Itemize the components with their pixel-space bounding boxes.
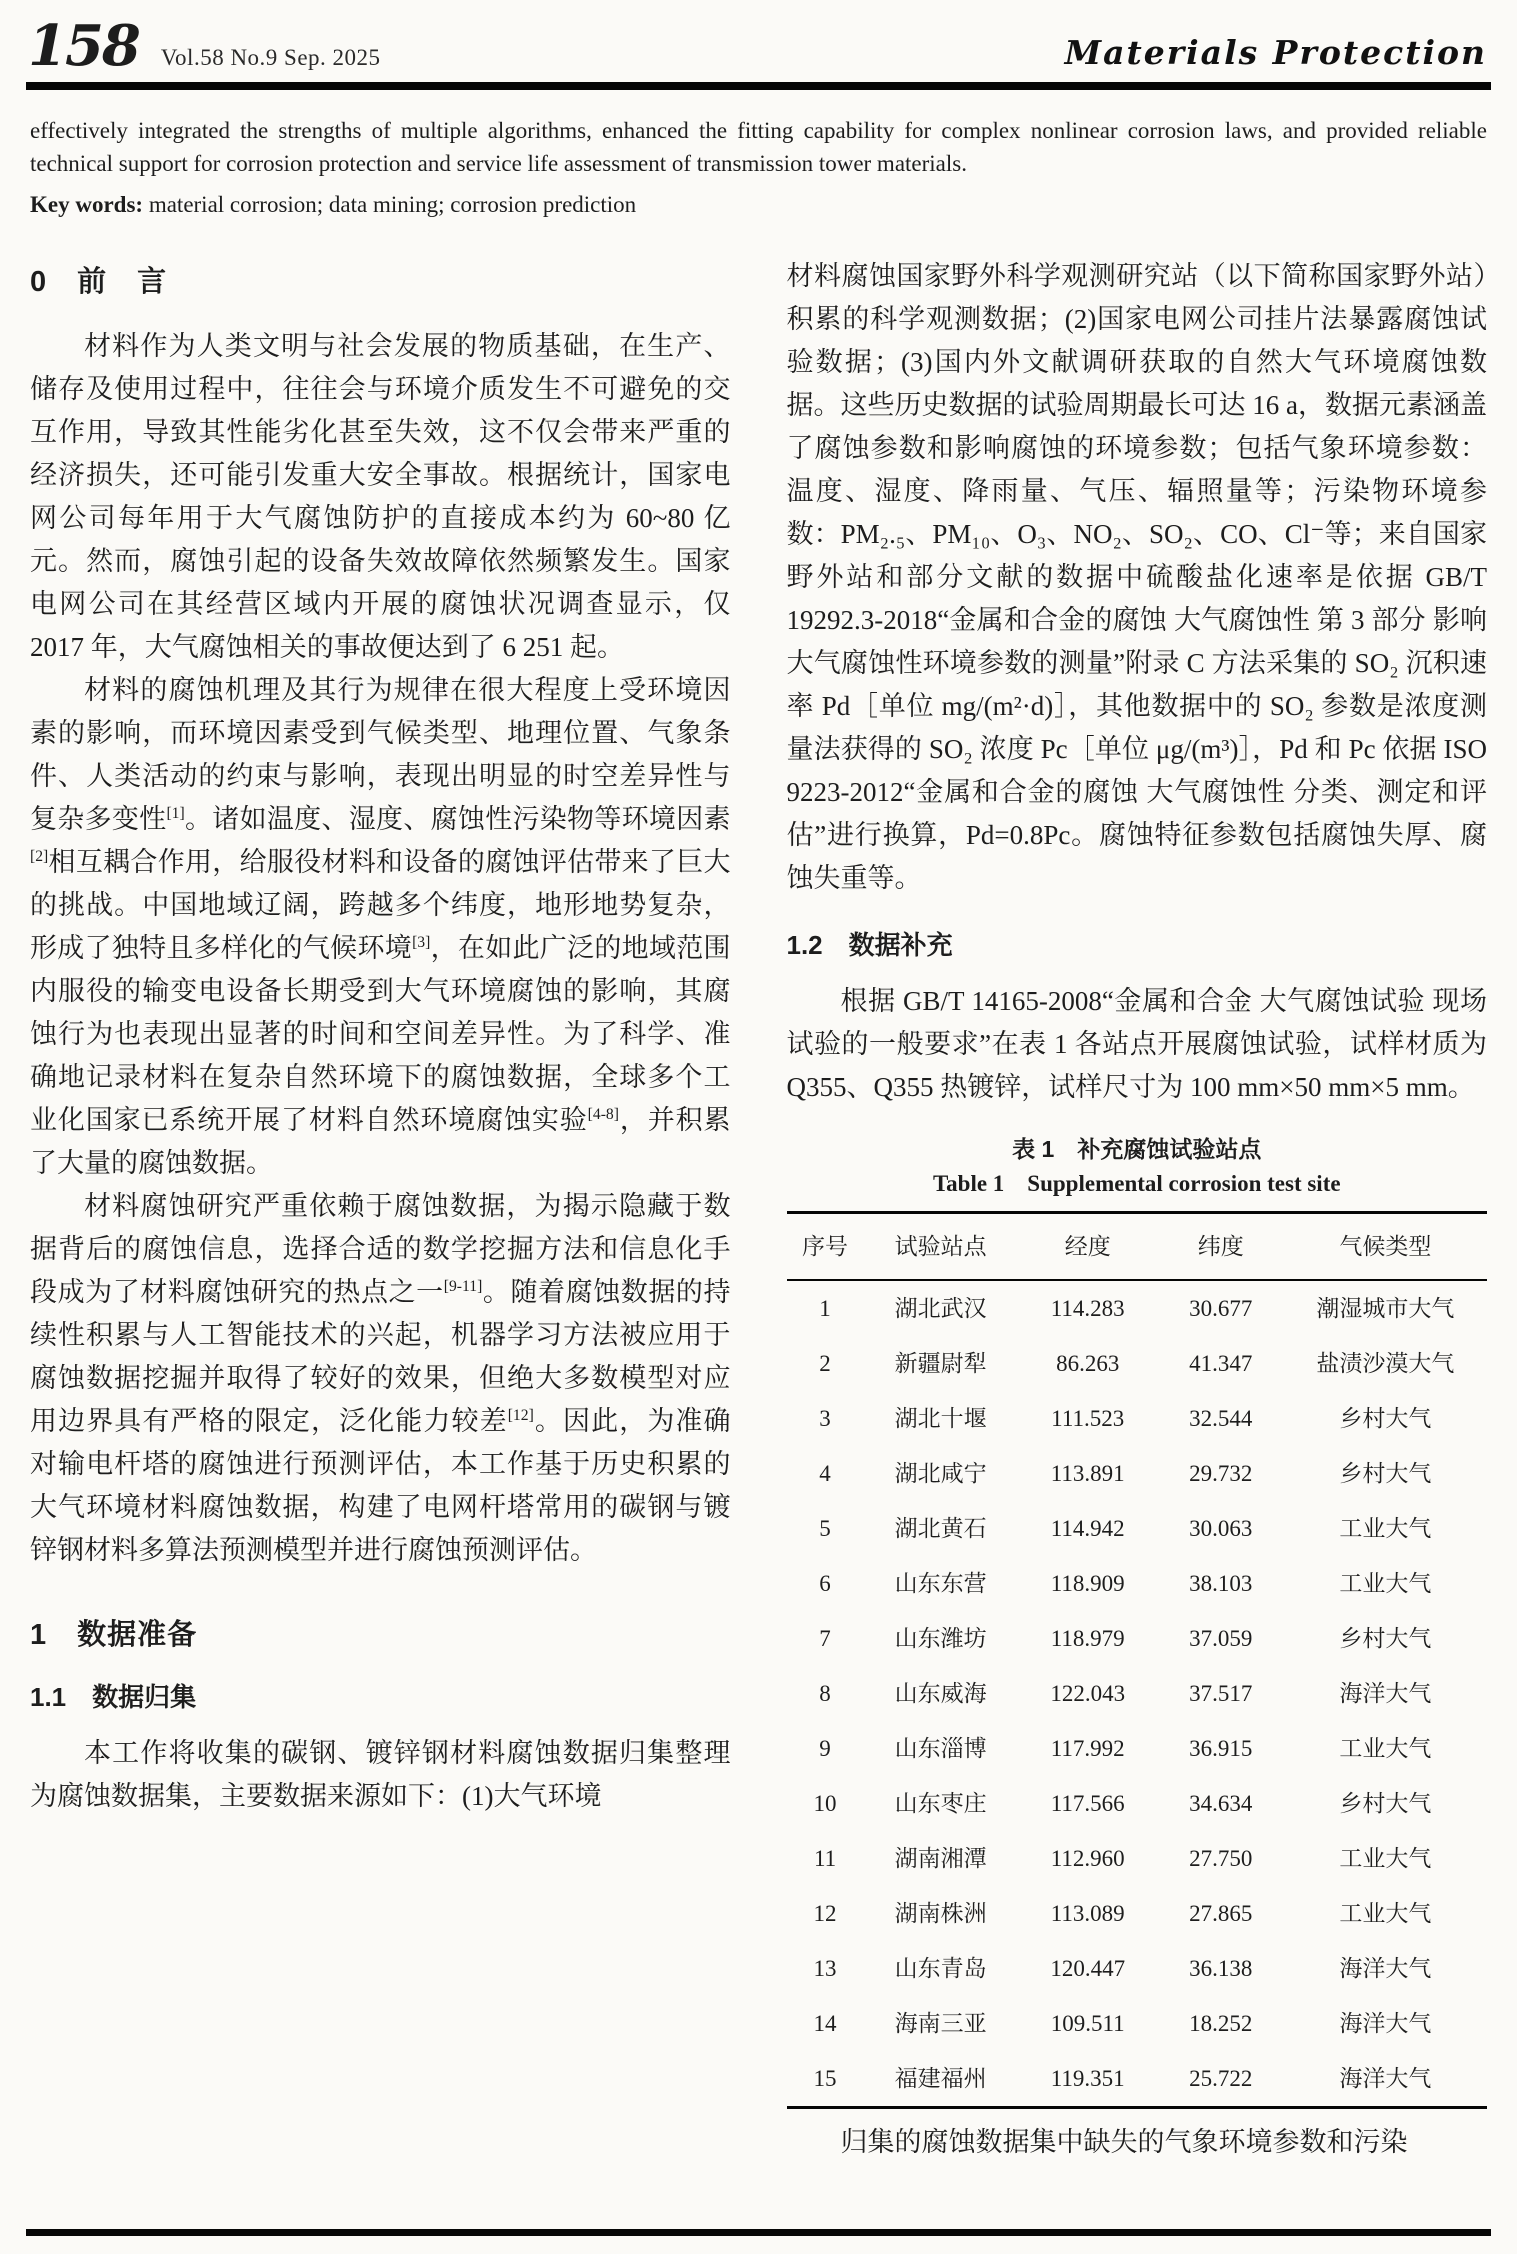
- table-cell: 6: [819, 1571, 831, 1596]
- table-cell: 37.517: [1189, 1681, 1253, 1706]
- section-1-2-heading: 1.2 数据补充: [786, 930, 953, 960]
- paragraph-data-collection: 本工作将收集的碳钢、镀锌钢材料腐蚀数据归集整理为腐蚀数据集，主要数据来源如下：(1)大气环境: [30, 1738, 731, 1811]
- keywords-line: [30, 188, 1487, 221]
- table-cell: 11: [813, 1846, 837, 1871]
- table-column-header: 气候类型: [1339, 1233, 1432, 1259]
- table-cell: 30.677: [1189, 1296, 1253, 1321]
- table-column-header: 序号: [802, 1233, 849, 1259]
- table-cell: 113.891: [1050, 1461, 1125, 1486]
- table-cell: 27.865: [1189, 1901, 1253, 1926]
- table-cell: 117.992: [1050, 1736, 1125, 1761]
- table-cell: 18.252: [1189, 2011, 1253, 2036]
- table-cell: 117.566: [1050, 1791, 1125, 1816]
- table-cell: 海南三亚: [894, 2011, 987, 2036]
- table-row: [787, 1831, 1488, 1886]
- section-1-1-heading: 1.1 数据归集: [30, 1682, 197, 1712]
- table-cell: 25.722: [1189, 2066, 1253, 2091]
- table-caption-zh: 表 1 补充腐蚀试验站点: [1012, 1136, 1262, 1162]
- table-cell: 新疆尉犁: [894, 1351, 987, 1376]
- table-header-row: [787, 1213, 1488, 1281]
- table-cell: 2: [819, 1351, 831, 1376]
- table-cell: 114.942: [1050, 1516, 1125, 1541]
- table-cell: 41.347: [1189, 1351, 1253, 1376]
- table-cell: 湖北黄石: [894, 1516, 987, 1541]
- table-cell: 15: [813, 2066, 837, 2091]
- table-cell: 湖北十堰: [894, 1406, 987, 1431]
- journal-header: [26, 13, 1491, 79]
- table-cell: 湖北咸宁: [894, 1461, 987, 1486]
- table-cell: 119.351: [1050, 2066, 1125, 2091]
- table-cell: 乡村大气: [1339, 1461, 1432, 1486]
- table-cell: 工业大气: [1339, 1901, 1432, 1926]
- table-cell: 14: [813, 2011, 837, 2036]
- issue-info: Vol.58 No.9 Sep. 2025: [160, 45, 381, 70]
- paragraph-continuation: 材料腐蚀国家野外科学观测研究站（以下简称国家野外站）积累的科学观测数据；(2)国家电网公司挂片法暴露腐蚀试验数据；(3)国内外文献调研获取的自然大气环境腐蚀数据。这些历史数据的试验周期最长可达 16 a，数据元素涵盖了腐蚀参数和影响腐蚀的环境参数；包括气象环境参数：温度、湿度、降雨量、气压、辐照量等；污染物环境参数：PM₂.₅、PM₁₀、O₃、NO₂、SO₂、CO、Cl⁻等；来自国家野外站和部分文献的数据中硫酸盐化速率是依据 GB/T 19292.3-2018“金属和合金的腐蚀 大气腐蚀性 第 3 部分 影响大气腐蚀性环境参数的测量”附录 C 方法采集的 SO₂ 沉积速率 Pd［单位 mg/(m²·d)］，其他数据中的 SO₂ 参数是浓度测量法获得的 SO₂ 浓度 Pc［单位 μg/(m³)］，Pd 和 Pc 依据 ISO 9223-2012“金属和合金的腐蚀 大气腐蚀性 分类、测定和评估”进行换算，Pd=0.8Pc。腐蚀特征参数包括腐蚀失厚、腐蚀失重等。: [786, 261, 1487, 893]
- left-column: [30, 255, 731, 1818]
- table-cell: 乡村大气: [1339, 1626, 1432, 1651]
- table-row: [787, 1776, 1488, 1831]
- table-cell: 山东潍坊: [894, 1626, 987, 1651]
- table-cell: 3: [819, 1406, 831, 1431]
- table-cell: 13: [813, 1956, 837, 1981]
- table-cell: 湖南湘潭: [894, 1846, 987, 1871]
- table-cell: 山东淄博: [894, 1736, 987, 1761]
- table-cell: 湖南株洲: [894, 1901, 987, 1926]
- table-cell: 111.523: [1051, 1406, 1125, 1431]
- paragraph-data-supplement: 根据 GB/T 14165-2008“金属和合金 大气腐蚀试验 现场试验的一般要求”在表 1 各站点开展腐蚀试验，试样材质为 Q355、Q355 热镀锌，试样尺寸为 100 mm×50 mm×5 mm。: [786, 986, 1487, 1102]
- abstract-continuation: effectively integrated the strengths of multiple algorithms, enhanced the fitting capability for complex nonlinear corrosion laws, and provided reliable technical support for corrosion protection and service life assessment of transmission tower materials.: [30, 118, 1487, 176]
- table-cell: 海洋大气: [1339, 2066, 1432, 2091]
- paragraph-intro-3: 材料腐蚀研究严重依赖于腐蚀数据，为揭示隐藏于数据背后的腐蚀信息，选择合适的数学挖掘方法和信息化手段成为了材料腐蚀研究的热点之一[9-11]。随着腐蚀数据的持续性积累与人工智能技术的兴起，机器学习方法被应用于腐蚀数据挖掘并取得了较好的效果，但绝大多数模型对应用边界具有严格的限定，泛化能力较差[12]。因此，为准确对输电杆塔的腐蚀进行预测评估，本工作基于历史积累的大气环境材料腐蚀数据，构建了电网杆塔常用的碳钢与镀锌钢材料多算法预测模型并进行腐蚀预测评估。: [30, 1191, 731, 1565]
- table-cell: 120.447: [1050, 1956, 1126, 1981]
- keywords-label: Key words:: [30, 192, 144, 217]
- table-cell: 海洋大气: [1339, 1956, 1432, 1981]
- table-cell: 5: [819, 1516, 831, 1541]
- table-cell: 122.043: [1050, 1681, 1126, 1706]
- table-row: [787, 1611, 1488, 1666]
- table-column-header: 纬度: [1197, 1233, 1244, 1259]
- journal-name: Materials Protection: [1064, 33, 1487, 72]
- table-cell: 8: [819, 1681, 831, 1706]
- table-cell: 12: [813, 1901, 837, 1926]
- table-body: [787, 1280, 1488, 2108]
- paragraph-after-table: 归集的腐蚀数据集中缺失的气象环境参数和污染: [840, 2127, 1408, 2157]
- body-columns: [26, 255, 1491, 2164]
- table-cell: 37.059: [1189, 1626, 1253, 1651]
- table-cell: 福建福州: [894, 2066, 987, 2091]
- paragraph-intro-1: 材料作为人类文明与社会发展的物质基础，在生产、储存及使用过程中，往往会与环境介质发生不可避免的交互作用，导致其性能劣化甚至失效，这不仅会带来严重的经济损失，还可能引发重大安全事故。根据统计，国家电网公司每年用于大气腐蚀防护的直接成本约为 60~80 亿元。然而，腐蚀引起的设备失效故障依然频繁发生。国家电网公司在其经营区域内开展的腐蚀状况调查显示，仅 2017 年，大气腐蚀相关的事故便达到了 6 251 起。: [30, 331, 731, 662]
- table-cell: 32.544: [1189, 1406, 1253, 1431]
- table-cell: 86.263: [1056, 1351, 1120, 1376]
- table-cell: 9: [819, 1736, 831, 1761]
- table-row: [787, 1336, 1488, 1391]
- table-cell: 海洋大气: [1339, 2011, 1432, 2036]
- section-1-heading: 1 数据准备: [30, 1619, 198, 1651]
- table-cell: 工业大气: [1339, 1516, 1432, 1541]
- table-cell: 38.103: [1189, 1571, 1253, 1596]
- table-column-header: 经度: [1064, 1233, 1111, 1259]
- table-cell: 工业大气: [1339, 1736, 1432, 1761]
- table-cell: 29.732: [1189, 1461, 1253, 1486]
- table-cell: 山东东营: [894, 1571, 987, 1596]
- table-row: [787, 1556, 1488, 1611]
- table-row: [787, 1886, 1488, 1941]
- table-cell: 乡村大气: [1339, 1791, 1432, 1816]
- table-cell: 海洋大气: [1339, 1681, 1432, 1706]
- table-row: [787, 2051, 1488, 2108]
- table-row: [787, 1446, 1488, 1501]
- table-cell: 山东威海: [894, 1681, 987, 1706]
- right-column: [787, 255, 1488, 2164]
- table-cell: 1: [819, 1296, 831, 1321]
- table-cell: 118.909: [1050, 1571, 1125, 1596]
- table-row: [787, 1501, 1488, 1556]
- table-cell: 114.283: [1050, 1296, 1125, 1321]
- page-number: 158: [28, 13, 139, 79]
- table-cell: 27.750: [1189, 1846, 1253, 1871]
- table-cell: 36.138: [1189, 1956, 1253, 1981]
- supplement-corrosion-table: [787, 1211, 1488, 2109]
- table-row: [787, 1280, 1488, 1336]
- table-cell: 工业大气: [1339, 1571, 1432, 1596]
- footer-rule: [26, 2229, 1491, 2236]
- table-cell: 109.511: [1050, 2011, 1125, 2036]
- table-row: [787, 1996, 1488, 2051]
- table-cell: 4: [819, 1461, 831, 1486]
- table-cell: 118.979: [1050, 1626, 1125, 1651]
- table-column-header: 试验站点: [894, 1233, 987, 1259]
- table-cell: 34.634: [1189, 1791, 1253, 1816]
- table-cell: 潮湿城市大气: [1316, 1296, 1455, 1321]
- keywords-text: material corrosion; data mining; corrosion prediction: [148, 192, 637, 217]
- table-row: [787, 1391, 1488, 1446]
- table-cell: 10: [813, 1791, 837, 1816]
- table-cell: 36.915: [1189, 1736, 1253, 1761]
- table-cell: 112.960: [1050, 1846, 1125, 1871]
- table-row: [787, 1666, 1488, 1721]
- header-rule: [26, 82, 1491, 90]
- table-head: [787, 1213, 1488, 1281]
- table-cell: 湖北武汉: [894, 1296, 987, 1321]
- table-cell: 113.089: [1050, 1901, 1125, 1926]
- table-cell: 乡村大气: [1339, 1406, 1432, 1431]
- header-left: [28, 13, 381, 79]
- table-row: [787, 1941, 1488, 1996]
- table-caption-en: Table 1 Supplemental corrosion test site: [932, 1171, 1341, 1196]
- table-cell: 30.063: [1189, 1516, 1253, 1541]
- section-0-heading: 0 前 言: [30, 266, 168, 298]
- table-cell: 7: [819, 1626, 831, 1651]
- table-cell: 山东青岛: [894, 1956, 987, 1981]
- table-cell: 工业大气: [1339, 1846, 1432, 1871]
- table-cell: 山东枣庄: [894, 1791, 987, 1816]
- table-cell: 盐渍沙漠大气: [1316, 1351, 1455, 1376]
- paragraph-intro-2: 材料的腐蚀机理及其行为规律在很大程度上受环境因素的影响，而环境因素受到气候类型、地理位置、气象条件、人类活动的约束与影响，表现出明显的时空差异性与复杂多变性[1]。诸如温度、湿度、腐蚀性污染物等环境因素[2]相互耦合作用，给服役材料和设备的腐蚀评估带来了巨大的挑战。中国地域辽阔，跨越多个纬度，地形地势复杂，形成了独特且多样化的气候环境[3]，在如此广泛的地域范围内服役的输变电设备长期受到大气环境腐蚀的影响，其腐蚀行为也表现出显著的时间和空间差异性。为了科学、准确地记录材料在复杂自然环境下的腐蚀数据，全球多个工业化国家已系统开展了材料自然环境腐蚀实验[4-8]，并积累了大量的腐蚀数据。: [30, 675, 731, 1178]
- table-row: [787, 1721, 1488, 1776]
